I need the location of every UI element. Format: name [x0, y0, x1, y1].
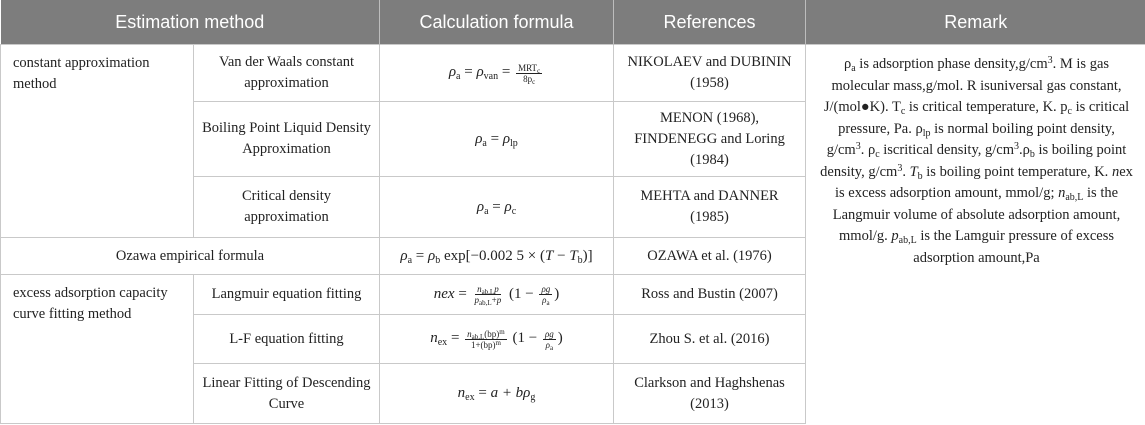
formula-boiling-point: $\rho_a = \rho_{lp}$	[380, 102, 614, 177]
formula-langmuir: nex = $\frac{n_{ab,L}p}{p_{ab,L}+p}$ (1 − $\frac{\rho g}{\rho_a}$ )	[380, 275, 614, 315]
remark-empty	[806, 275, 1145, 424]
header-calculation-formula: Calculation formula	[380, 0, 614, 45]
method-cell: L-F equation fitting	[194, 315, 380, 364]
formula-van-der-waals: $\rho_a = \rho_{van}$ = $\frac{MRT_c}{8p_c}$	[380, 45, 614, 102]
group-excess-adsorption: excess adsorption capacity curve fitting method	[1, 275, 194, 424]
header-row	[1, 0, 1145, 45]
method-cell: Boiling Point Liquid Density Approximation	[194, 102, 380, 177]
formula-lf: $n_{ex}$ = $\frac{n_{ab,L}(bp)^m}{1+(bp)^m}$ (1 − $\frac{\rho g}{\rho_a}$ )	[380, 315, 614, 364]
group-ozawa: Ozawa empirical formula	[1, 238, 380, 275]
method-cell: Langmuir equation fitting	[194, 275, 380, 315]
formula-linear: $n_{ex} = a + b\rho_g$	[380, 364, 614, 424]
header-estimation-method: Estimation method	[1, 0, 380, 45]
header-remark: Remark	[806, 0, 1145, 45]
method-cell: Critical density approximation	[194, 177, 380, 238]
reference-cell: MENON (1968), FINDENEGG and Loring (1984)	[614, 102, 806, 177]
reference-cell: MEHTA and DANNER (1985)	[614, 177, 806, 238]
method-cell: Linear Fitting of Descending Curve	[194, 364, 380, 424]
group-constant-approximation: constant approximation method	[1, 45, 194, 238]
header-references: References	[614, 0, 806, 45]
reference-cell: Ross and Bustin (2007)	[614, 275, 806, 315]
remark-cell: $\rho_a$ is adsorption phase $density,g/cm^3$. M is gas molecular mass,g/mol. R isuniversal gas constant, J/(mol●K). $T_c$ is critical temperature, K. $p_c$ is critical pressure, Pa. $\rho_{lp}$ is normal boiling point density, $g/cm^3$. $\rho_c$ iscritical density, $g/cm^3.\rho_b$ is boiling point density, $g/cm^3$. $T_b$ is boiling point temperature, K. nex is excess adsorption amount, mmol/g; $n_{ab,L}$ is the Langmuir volume of absolute adsorption amount, mmol/g. $p_{ab,L}$ is the Lamguir pressure of excess adsorption amount,Pa	[806, 45, 1145, 275]
formula-ozawa: $\rho_a = \rho_b$ exp[−0.002 $5 \times (T - T_b)$]	[380, 238, 614, 275]
reference-cell: Clarkson and Haghshenas (2013)	[614, 364, 806, 424]
reference-cell: OZAWA et al. (1976)	[614, 238, 806, 275]
reference-cell: Zhou S. et al. (2016)	[614, 315, 806, 364]
reference-cell: NIKOLAEV and DUBININ (1958)	[614, 45, 806, 102]
table-row	[1, 275, 1145, 315]
method-cell: Van der Waals constant approximation	[194, 45, 380, 102]
formula-critical-density: $\rho_a = \rho_c$	[380, 177, 614, 238]
table-row	[1, 45, 1145, 102]
